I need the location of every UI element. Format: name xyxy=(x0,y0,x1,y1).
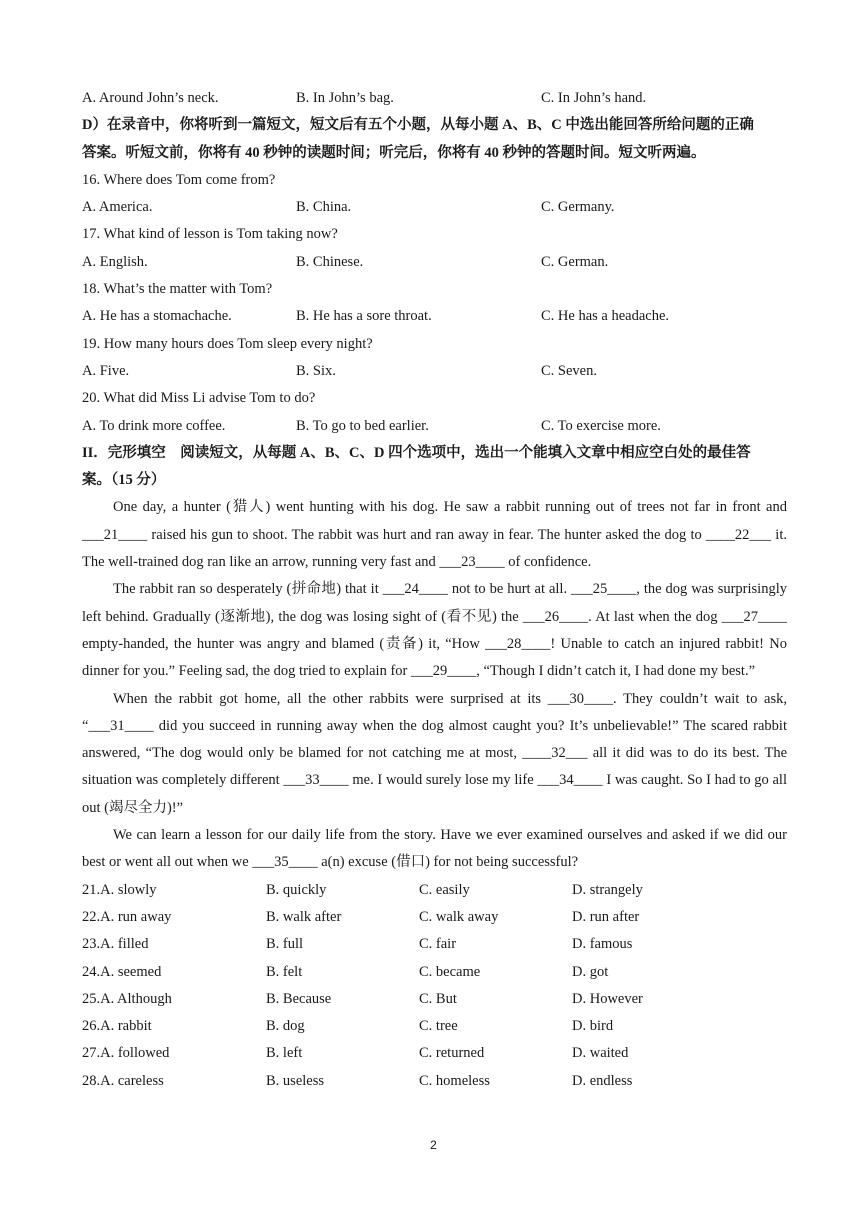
option-c: C. In John’s hand. xyxy=(541,90,647,106)
choice-c: C. homeless xyxy=(419,1072,490,1089)
choice-b: B. left xyxy=(266,1045,303,1062)
choice-a: 26.A. rabbit xyxy=(82,1018,152,1035)
question-19-options xyxy=(82,358,787,385)
option-c: C. Seven. xyxy=(541,362,597,379)
passage-paragraph-3: When the rabbit got home, all the other rabbits were surprised at its ___30____. They couldn’t wait to ask, “___31____ did you succeed in running away when the dog almost caught you? It’s unbelievable!” The scared rabbit answered, “The dog would only be blamed for not catching me at most, ____32___ all it did was to do its best. The situation was completely different ___33____ me. I would surely lose my life ___34____ I was caught. So I had to go all out (竭尽全力)!” xyxy=(82,690,787,816)
choice-d: D. famous xyxy=(572,936,633,953)
question-17-options xyxy=(82,249,787,276)
choice-row-26 xyxy=(82,1013,787,1040)
section-d-heading-line1: D）在录音中，你将听到一篇短文，短文后有五个小题，从每小题 A、B、C 中选出能回答所给问题的正确 xyxy=(82,117,754,134)
question-18-options xyxy=(82,303,787,330)
passage-paragraph-4: We can learn a lesson for our daily life from the story. Have we ever examined ourselves and asked if we did our best or went all out when we ___35____ a(n) excuse (借口) for not being successful? xyxy=(82,827,787,871)
choice-c: C. tree xyxy=(419,1018,458,1035)
choice-c: C. easily xyxy=(419,881,470,898)
section-ii-heading xyxy=(82,440,787,495)
option-b: B. China. xyxy=(296,199,352,216)
choice-b: B. full xyxy=(266,936,304,953)
choice-a: 28.A. careless xyxy=(82,1072,164,1089)
choice-d: D. waited xyxy=(572,1045,629,1062)
choice-a: 21.A. slowly xyxy=(82,881,157,898)
section-ii-heading-line2: 案。（15 分） xyxy=(82,472,166,489)
choice-a: 22.A. run away xyxy=(82,908,172,925)
option-c: C. Germany. xyxy=(541,199,615,216)
choice-a: 25.A. Although xyxy=(82,990,172,1007)
option-c: C. To exercise more. xyxy=(541,417,661,434)
choice-row-25 xyxy=(82,986,787,1013)
choice-row-22 xyxy=(82,904,787,931)
page-number: 2 xyxy=(430,1138,437,1152)
question-18: 18. What’s the matter with Tom? xyxy=(82,281,273,298)
choice-b: B. useless xyxy=(266,1072,324,1089)
choice-b: B. quickly xyxy=(266,881,327,898)
section-ii-heading-line1: II．完形填空 阅读短文，从每题 A、B、C、D 四个选项中，选出一个能填入文章中相应空白处的最佳答 xyxy=(82,444,751,461)
choice-d: D. endless xyxy=(572,1072,633,1089)
choice-d: D. got xyxy=(572,963,609,980)
section-d-heading xyxy=(82,112,787,167)
option-b: B. Chinese. xyxy=(296,253,364,270)
choice-b: B. dog xyxy=(266,1018,305,1035)
option-b: B. In John’s bag. xyxy=(296,90,394,106)
choice-c: C. became xyxy=(419,963,481,980)
option-a: A. Five. xyxy=(82,362,130,379)
option-row-15 xyxy=(82,85,787,112)
passage-paragraph-2: The rabbit ran so desperately (拼命地) that it ___24____ not to be hurt at all. ___25____, the dog was surprisingly left behind. Gradually (逐渐地), the dog was losing sight of (看不见) the ___26____. At last when the dog ___27____ empty-handed, the hunter was angry and blamed (责备) it, “How ___28____! Unable to catch an injured rabbit! No dinner for you.” Feeling sad, the dog tried to explain for ___29____, “Though I didn’t catch it, I had done my best.” xyxy=(82,581,787,680)
choice-b: B. felt xyxy=(266,963,303,980)
passage-paragraph-1: One day, a hunter (猎人) went hunting with his dog. He saw a rabbit running out of trees not far in front and ___21____ raised his gun to shoot. The rabbit was hurt and ran away in fear. The hunter asked the dog to ____22___ it. The well-trained dog ran like an arrow, running very fast and ___23____ of confidence. xyxy=(82,499,787,571)
choice-row-21 xyxy=(82,877,787,904)
choice-c: C. walk away xyxy=(419,908,499,925)
choice-b: B. walk after xyxy=(266,908,342,925)
choice-c: C. But xyxy=(419,990,457,1007)
question-19: 19. How many hours does Tom sleep every night? xyxy=(82,335,373,352)
option-a: A. To drink more coffee. xyxy=(82,417,226,434)
question-20-options xyxy=(82,413,787,440)
choice-d: D. run after xyxy=(572,908,640,925)
choice-row-27 xyxy=(82,1040,787,1067)
question-16: 16. Where does Tom come from? xyxy=(82,171,276,188)
choice-a: 27.A. followed xyxy=(82,1045,170,1062)
option-c: C. German. xyxy=(541,253,609,270)
option-b: B. He has a sore throat. xyxy=(296,308,432,325)
choice-a: 24.A. seemed xyxy=(82,963,162,980)
question-16-options xyxy=(82,194,787,221)
page-content xyxy=(82,85,787,1095)
choice-c: C. fair xyxy=(419,936,457,953)
option-a: A. Around John’s neck. xyxy=(82,90,219,106)
option-b: B. To go to bed earlier. xyxy=(296,417,429,434)
choice-row-24 xyxy=(82,959,787,986)
option-a: A. He has a stomachache. xyxy=(82,308,232,325)
choice-d: D. bird xyxy=(572,1018,614,1035)
option-b: B. Six. xyxy=(296,362,336,379)
choice-b: B. Because xyxy=(266,990,332,1007)
question-17: 17. What kind of lesson is Tom taking now? xyxy=(82,226,338,243)
choice-a: 23.A. filled xyxy=(82,936,149,953)
choice-d: D. strangely xyxy=(572,881,643,898)
choice-d: D. However xyxy=(572,990,643,1007)
choice-row-28 xyxy=(82,1068,787,1095)
option-a: A. English. xyxy=(82,253,148,270)
section-d-heading-line2: 答案。听短文前，你将有 40 秒钟的读题时间；听完后，你将有 40 秒钟的答题时间。短文听两遍。 xyxy=(82,144,706,161)
option-c: C. He has a headache. xyxy=(541,308,670,325)
question-20: 20. What did Miss Li advise Tom to do? xyxy=(82,390,316,407)
choice-row-23 xyxy=(82,931,787,958)
choice-c: C. returned xyxy=(419,1045,485,1062)
option-a: A. America. xyxy=(82,199,153,216)
